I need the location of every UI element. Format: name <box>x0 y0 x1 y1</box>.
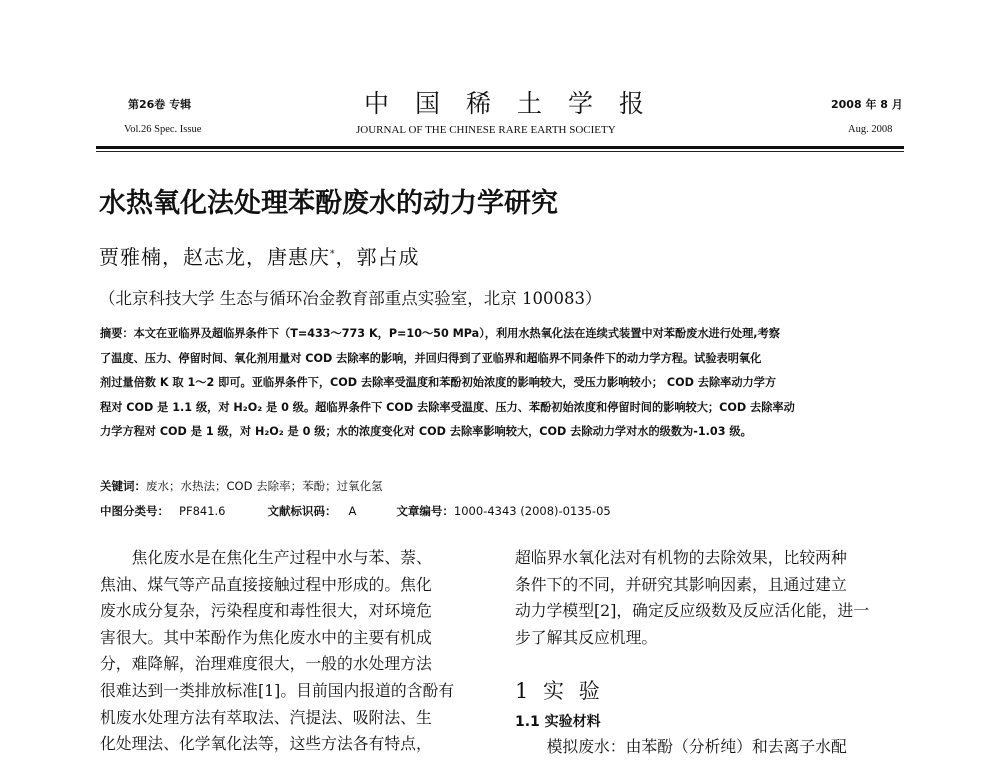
abstract-line: 程对 COD 是 1.1 级，对 H₂O₂ 是 0 级。超临界条件下 COD 去除率受温度、压力、苯酚初始浓度和停留时间的影响较大；COD 去除率动 <box>100 400 795 414</box>
journal-title-en: JOURNAL OF THE CHINESE RARE EARTH SOCIETY <box>356 124 616 136</box>
body-line: 很难达到一类排放标准[1]。目前国内报道的含酚有 <box>100 680 455 700</box>
abstract-line: 摘要：本文在亚临界及超临界条件下（T=433～773 K，P=10～50 MPa），利用水热氧化法在连续式装置中对苯酚废水进行处理,考察 <box>100 327 780 340</box>
journal-title-cn: 中国稀土学报 <box>364 89 671 118</box>
body-line: 废水成分复杂，污染程度和毒性很大，对环境危 <box>100 601 432 621</box>
date-en: Aug. 2008 <box>848 124 893 135</box>
volume-en: Vol.26 Spec. Issue <box>124 124 202 135</box>
author-list <box>99 241 420 270</box>
abstract <box>100 322 902 445</box>
date-cn: 2008 年 8 月 <box>831 98 903 111</box>
keywords-value: 废水；水热法；COD 去除率；苯酚；过氧化氢 <box>146 479 383 493</box>
body-line: 超临界水氧化法对有机物的去除效果，比较两种 <box>515 548 847 567</box>
authors: 贾雅楠，赵志龙，唐惠庆 <box>99 245 330 269</box>
abstract-line: 力学方程对 COD 是 1 级，对 H₂O₂ 是 0 级；水的浓度变化对 COD 去除率影响较大，COD 去除动力学对水的级数为-1.03 级。 <box>100 425 752 438</box>
body-left-column <box>100 545 454 758</box>
authors-tail: ，郭占成 <box>335 245 420 269</box>
affiliation: （北京科技大学 生态与循环冶金教育部重点实验室，北京 100083） <box>99 289 602 308</box>
abstract-line: 剂过量倍数 K 取 1～2 即可。亚临界条件下，COD 去除率受温度和苯酚初始浓度的影响较大，受压力影响较小； COD 去除率动力学方 <box>100 376 777 389</box>
volume-cn: 第26卷 专辑 <box>128 98 192 111</box>
body-line: 步了解其反应机理。 <box>515 627 658 647</box>
article-title: 水热氧化法处理苯酚废水的动力学研究 <box>99 188 558 219</box>
keywords-label: 关键词： <box>100 479 146 493</box>
body-line: 分，难降解，治理难度很大，一般的水处理方法 <box>100 654 432 674</box>
header-rule-thick <box>96 146 904 149</box>
body-line: 焦化废水是在焦化生产过程中水与苯、萘、 <box>100 548 432 567</box>
body-line: 机废水处理方法有萃取法、汽提法、吸附法、生 <box>100 707 432 727</box>
subsection-heading: 1.1 实验材料 <box>515 714 601 730</box>
doc-code-value: A <box>348 504 357 518</box>
corresponding-author-mark: * <box>330 249 336 260</box>
body-line: 动力学模型[2]，确定反应级数及反应活化能，进一 <box>515 601 870 621</box>
article-no-value: 1000-4343 (2008)-0135-05 <box>453 504 611 518</box>
clc-label: 中图分类号： <box>100 504 169 518</box>
body-line: 条件下的不同，并研究其影响因素，且通过建立 <box>515 574 847 594</box>
doc-code-label: 文献标识码： <box>267 504 337 518</box>
body-line: 害很大。其中苯酚作为焦化废水中的主要有机成 <box>100 627 432 647</box>
section-heading: 1 实 验 <box>515 679 604 703</box>
keywords <box>100 478 383 494</box>
header-rule-thin <box>96 151 904 152</box>
classification <box>100 503 611 519</box>
abstract-line: 了温度、压力、停留时间、氧化剂用量对 COD 去除率的影响，并回归得到了亚临界和超临界不同条件下的动力学方程。试验表明氧化 <box>100 351 762 365</box>
section-first-line: 模拟废水：由苯酚（分析纯）和去离子水配 <box>515 737 847 756</box>
body-right-column <box>515 545 869 651</box>
clc-value: PF841.6 <box>179 504 226 518</box>
article-no-label: 文章编号： <box>396 504 454 518</box>
body-line: 化处理法、化学氧化法等，这些方法各有特点， <box>100 734 432 754</box>
body-line: 焦油、煤气等产品直接接触过程中形成的。焦化 <box>100 574 432 594</box>
